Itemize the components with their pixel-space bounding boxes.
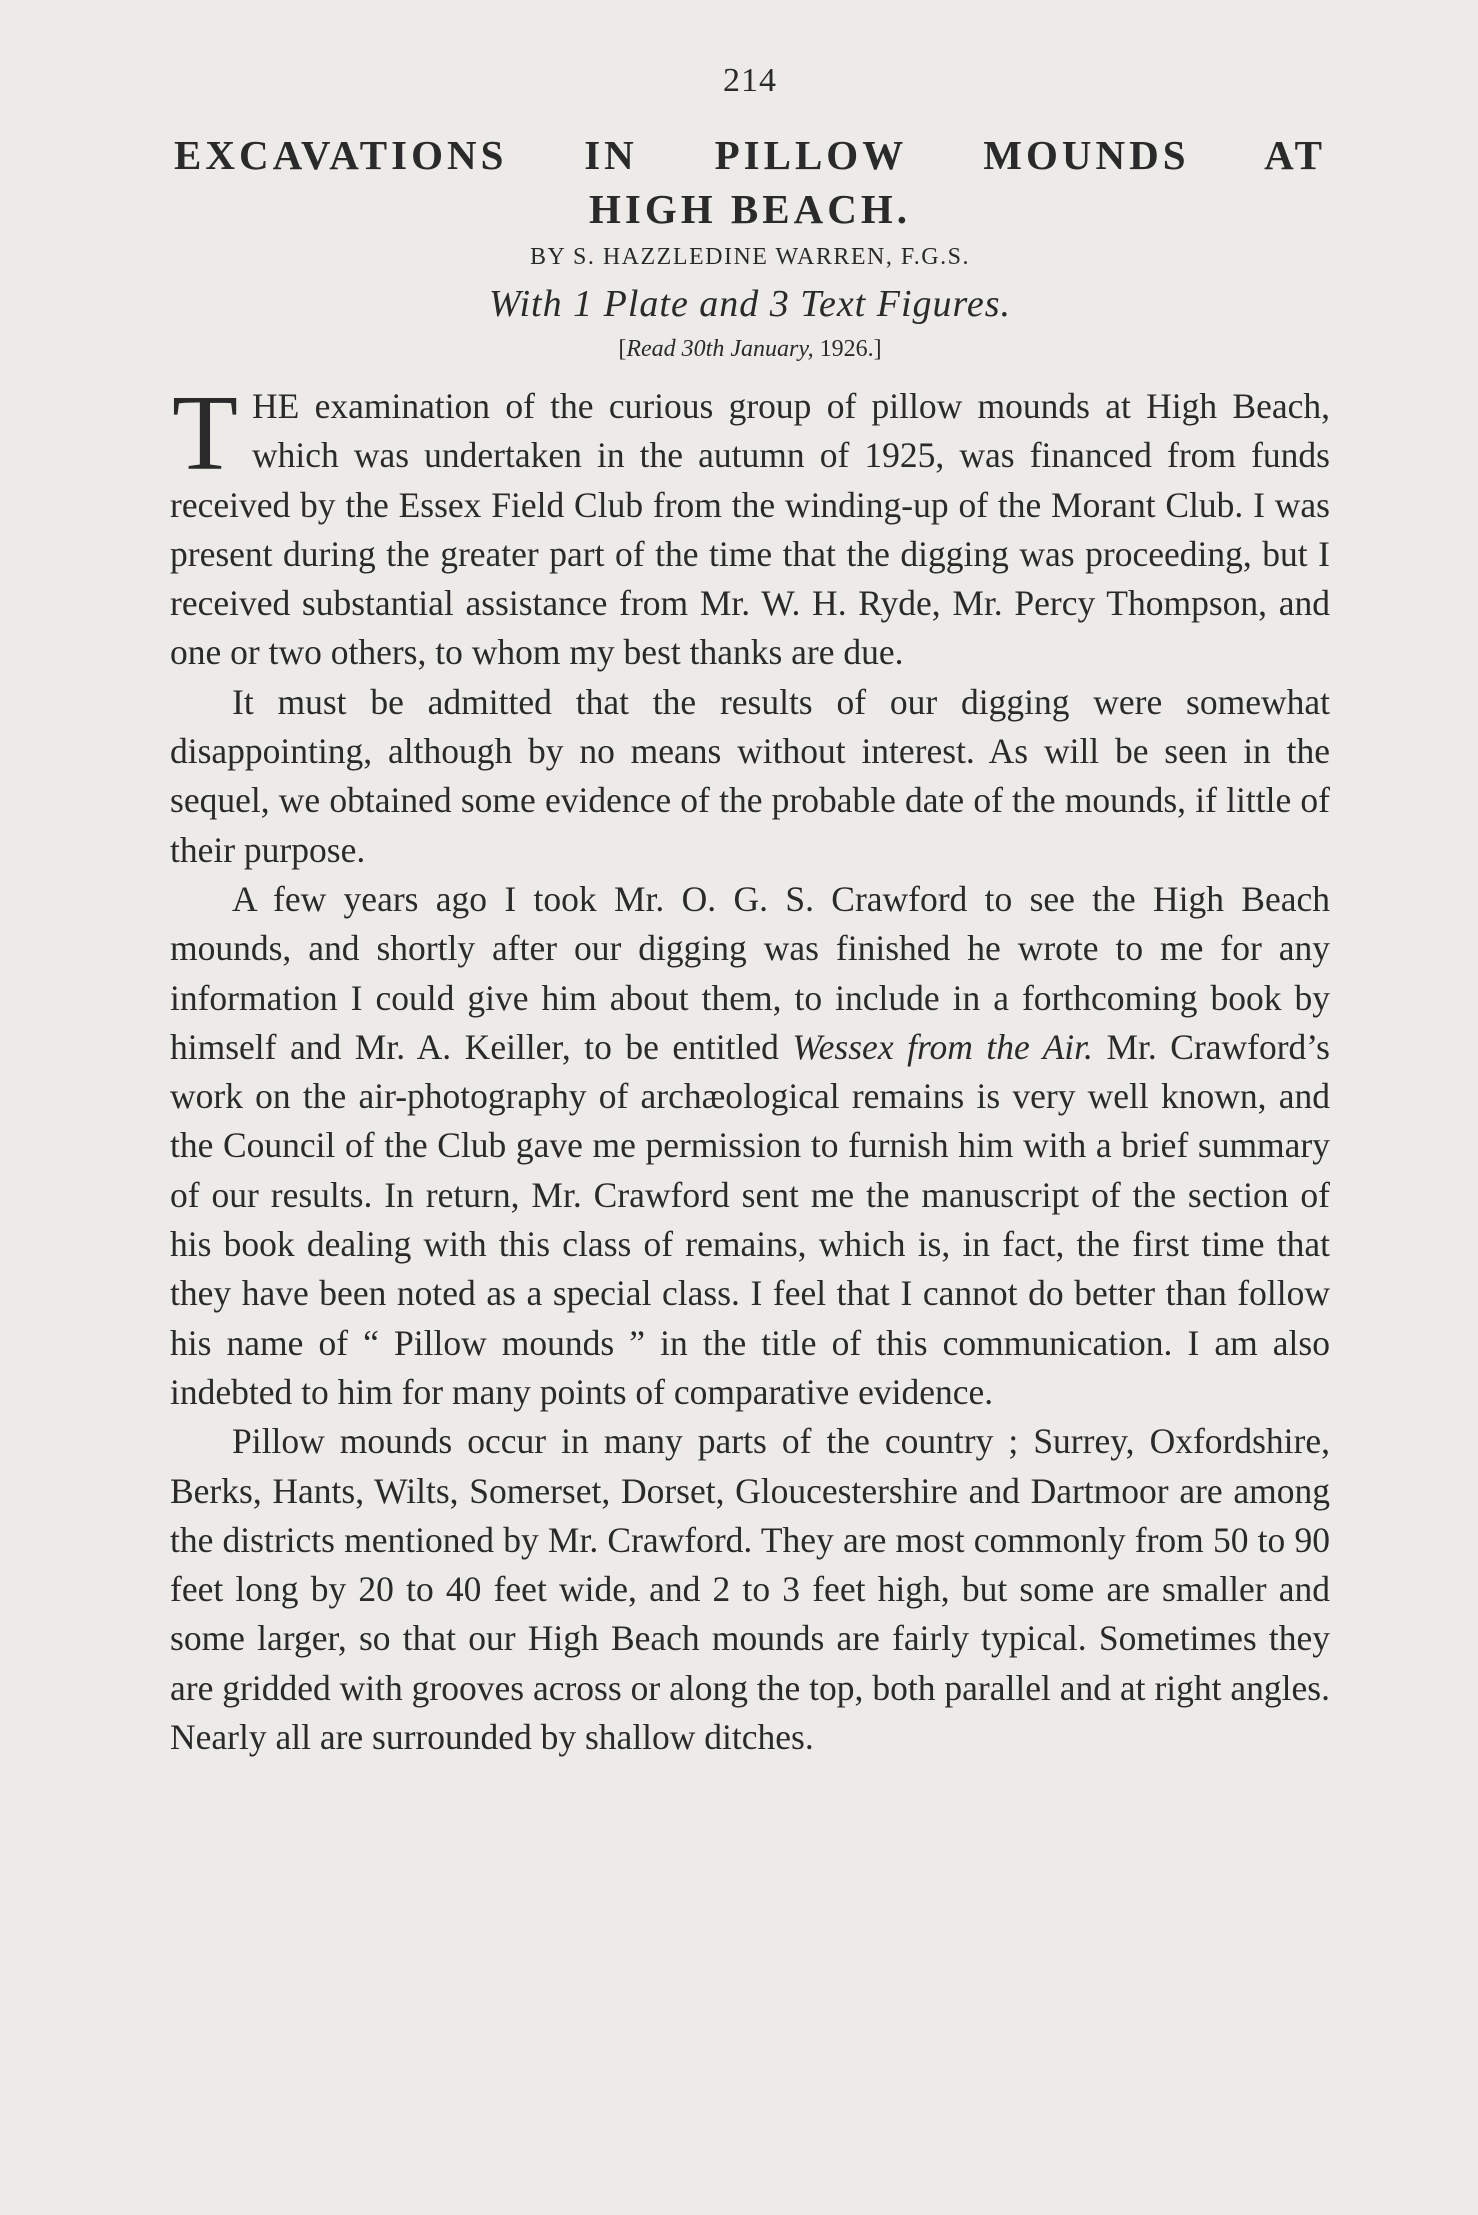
book-title: Wessex from the Air.	[792, 1026, 1093, 1067]
page-number: 214	[723, 62, 777, 99]
paragraph-2: It must be admitted that the results of our digging were somewhat disappointing, although by no means without interest. As will be seen in the sequel, we obtained some evidence of the probable date of the mounds, if little of their purpose.	[170, 681, 1330, 870]
paragraph-1	[170, 374, 1330, 678]
author-byline: BY S. HAZZLEDINE WARREN, F.G.S.	[530, 244, 970, 270]
article-title	[170, 128, 1330, 236]
read-note-open: [	[618, 336, 627, 362]
plates-subtitle: With 1 Plate and 3 Text Figures.	[488, 283, 1012, 325]
drop-cap: T	[172, 374, 238, 493]
paragraph-3-after: Mr. Crawford’s work on the air-photography of archæological remains is very well known, and the Council of the Club gave me permission to furnish him with a brief summary of our results. In return, Mr. Crawford sent me the manuscript of the section of his book dealing with this class of remains, which is, in fact, the first time that they have been noted as a special class. I feel that I cannot do better than follow his name of “ Pillow mounds ” in the title of this communication. I am also indebted to him for many points of comparative evidence.	[170, 1026, 1330, 1412]
article-title-line-1: EXCAVATIONS IN PILLOW MOUNDS AT	[174, 132, 1326, 178]
read-date-note	[170, 336, 1330, 363]
article-title-line-2: HIGH BEACH.	[589, 186, 911, 232]
paragraph-1-text: HE examination of the curious group of pillow mounds at High Beach, which was undertaken in the autumn of 1925, was financed from funds received by the Essex Field Club from the winding-up of the Morant Club. I was present during the greater part of the time that the digging was proceeding, but I received substantial assistance from Mr. W. H. Ryde, Mr. Percy Thompson, and one or two others, to whom my best thanks are due.	[170, 386, 1330, 673]
paragraph-3	[170, 875, 1330, 1417]
read-note-italic: Read 30th January,	[626, 336, 814, 362]
article-body	[170, 374, 1330, 1762]
paragraph-3-before: A few years ago I took Mr. O. G. S. Crawford to see the High Beach mounds, and shortly after our digging was finished he wrote to me for any information I could give him about them, to include in a forthcoming book by himself and Mr. A. Keiller, to be entitled	[170, 878, 1330, 1067]
paragraph-4: Pillow mounds occur in many parts of the country ; Surrey, Oxfordshire, Berks, Hants, Wilts, Somerset, Dorset, Gloucestershire and Dartmoor are among the districts mentioned by Mr. Crawford. They are most commonly from 50 to 90 feet long by 20 to 40 feet wide, and 2 to 3 feet high, but some are smaller and some larger, so that our High Beach mounds are fairly typical. Sometimes they are gridded with grooves across or along the top, both parallel and at right angles. Nearly all are surrounded by shallow ditches.	[170, 1421, 1330, 1758]
read-note-rest: 1926.]	[813, 336, 882, 362]
